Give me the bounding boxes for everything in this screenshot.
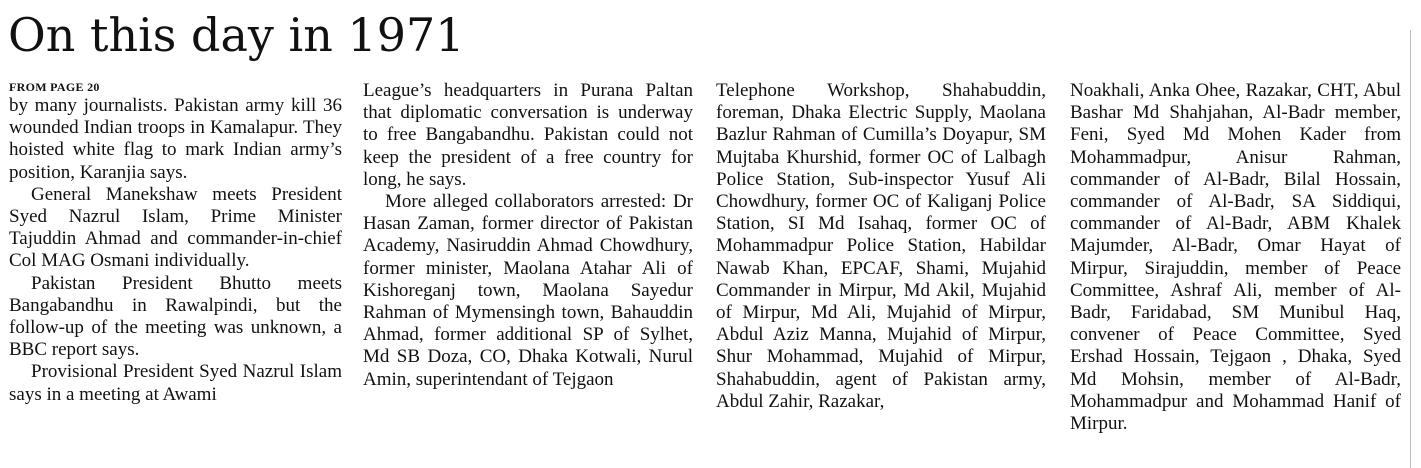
paragraph: League’s headquarters in Purana Paltan that diplomatic conversation is underway to free Bangabandhu. Pakistan could not keep the president of a free country for long, he says. bbox=[363, 80, 693, 190]
paragraph: Noakhali, Anka Ohee, Razakar, CHT, Abul Bashar Md Shahjahan, Al-Badr member, Feni, Syed Md Mohen Kader from Mohammadpur, Anisur Rahman, commander of Al-Badr, Bilal Hossain, commander of Al-Badr, SA Siddiqui, commander of Al-Badr, ABM Khalek Majumder, Al-Badr, Omar Hayat of Mirpur, Sirajuddin, member of Peace Committee, Ashraf Ali, member of Al-Badr, Faridabad, SM Munibul Haq, convener of Peace Committee, Syed Ershad Hossain, Tejgaon , Dhaka, Syed Md Mohsin, member of Al-Badr, Mohammadpur and Mohammad Hanif of Mirpur. bbox=[1070, 80, 1401, 435]
article-column-2 bbox=[363, 80, 693, 391]
article-headline: On this day in 1971 bbox=[8, 8, 465, 62]
article-column-4 bbox=[1070, 80, 1401, 435]
paragraph: Pakistan President Bhutto meets Bangabandhu in Rawalpindi, but the follow-up of the meeting was unknown, a BBC report says. bbox=[9, 272, 342, 361]
paragraph: by many journalists. Pakistan army kill 36 wounded Indian troops in Kamalapur. They hoisted white flag to mark Indian army’s position, Karanjia says. bbox=[9, 95, 342, 183]
paragraph: Provisional President Syed Nazrul Islam says in a meeting at Awami bbox=[9, 361, 342, 405]
paragraph: More alleged collaborators arrested: Dr Hasan Zaman, former director of Pakistan Academy, Nasiruddin Ahmad Chowdhury, former minister, Maolana Atahar Ali of Kishoreganj town, Maolana Sayedur Rahman of Mymensingh town, Bahauddin Ahmad, former additional SP of Sylhet, Md SB Doza, CO, Dhaka Kotwali, Nurul Amin, superintendant of Tejgaon bbox=[363, 191, 693, 390]
continued-from-label: FROM PAGE 20 bbox=[9, 80, 100, 94]
column-rule bbox=[1410, 30, 1411, 468]
paragraph: General Manekshaw meets President Syed Nazrul Islam, Prime Minister Tajuddin Ahmad and commander-in-chief Col MAG Osmani individually. bbox=[9, 183, 342, 272]
article-column-1 bbox=[9, 80, 342, 406]
article-column-3 bbox=[716, 80, 1046, 413]
paragraph: Telephone Workshop, Shahabuddin, foreman, Dhaka Electric Supply, Maolana Bazlur Rahman of Cumilla’s Doyapur, SM Mujtaba Khurshid, former OC of Lalbagh Police Station, Sub-inspector Yusuf Ali Chowdhury, former OC of Kaliganj Police Station, SI Md Isahaq, former OC of Mohammadpur Police Station, Habildar Nawab Khan, EPCAF, Shami, Mujahid Commander in Mirpur, Md Akil, Mujahid of Mirpur, Md Ali, Mujahid of Mirpur, Abdul Aziz Manna, Mujahid of Mirpur, Shur Mohammad, Mujahid of Mirpur, Shahabuddin, agent of Pakistan army, Abdul Zahir, Razakar, bbox=[716, 80, 1046, 412]
